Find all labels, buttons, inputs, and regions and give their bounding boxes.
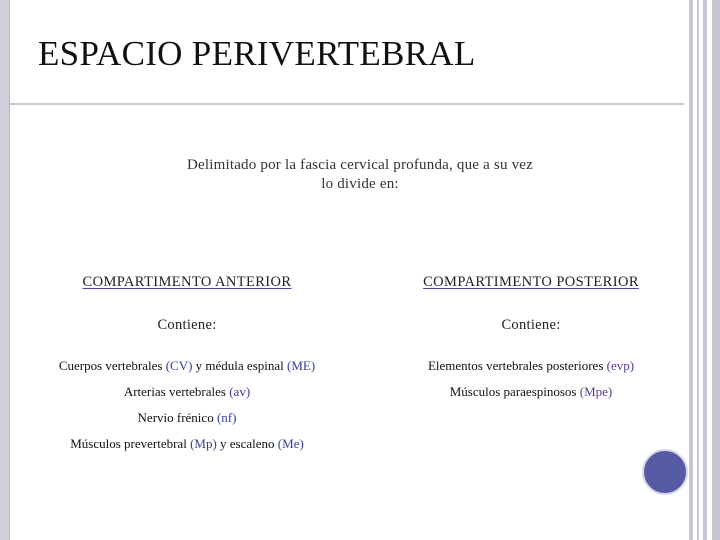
list-item: Elementos vertebrales posteriores (evp) xyxy=(427,358,635,373)
anterior-list xyxy=(22,356,352,460)
list-item: Músculos paraespinosos (Mpe) xyxy=(449,384,613,399)
anterior-heading: COMPARTIMENTO ANTERIOR xyxy=(82,274,292,290)
list-item: Arterias vertebrales (av) xyxy=(123,384,251,399)
list-item: Nervio frénico (nf) xyxy=(137,410,237,425)
posterior-column xyxy=(376,274,686,408)
posterior-contiene: Contiene: xyxy=(501,317,561,333)
left-decorative-rail xyxy=(0,0,10,540)
title-divider xyxy=(10,103,684,105)
anterior-contiene: Contiene: xyxy=(157,317,217,333)
list-item: Músculos prevertebral (Mp) y escaleno (Me) xyxy=(70,436,304,451)
anterior-column xyxy=(22,274,352,460)
posterior-heading: COMPARTIMENTO POSTERIOR xyxy=(423,274,639,290)
intro-text: Delimitado por la fascia cervical profunda, que a su vez lo divide en: xyxy=(186,157,534,192)
decorative-circle xyxy=(642,449,688,495)
posterior-list xyxy=(376,356,686,408)
list-item: Cuerpos vertebrales (CV) y médula espinal (ME) xyxy=(58,358,316,373)
slide-title: ESPACIO PERIVERTEBRAL xyxy=(38,34,476,73)
right-decorative-rail xyxy=(686,0,720,540)
